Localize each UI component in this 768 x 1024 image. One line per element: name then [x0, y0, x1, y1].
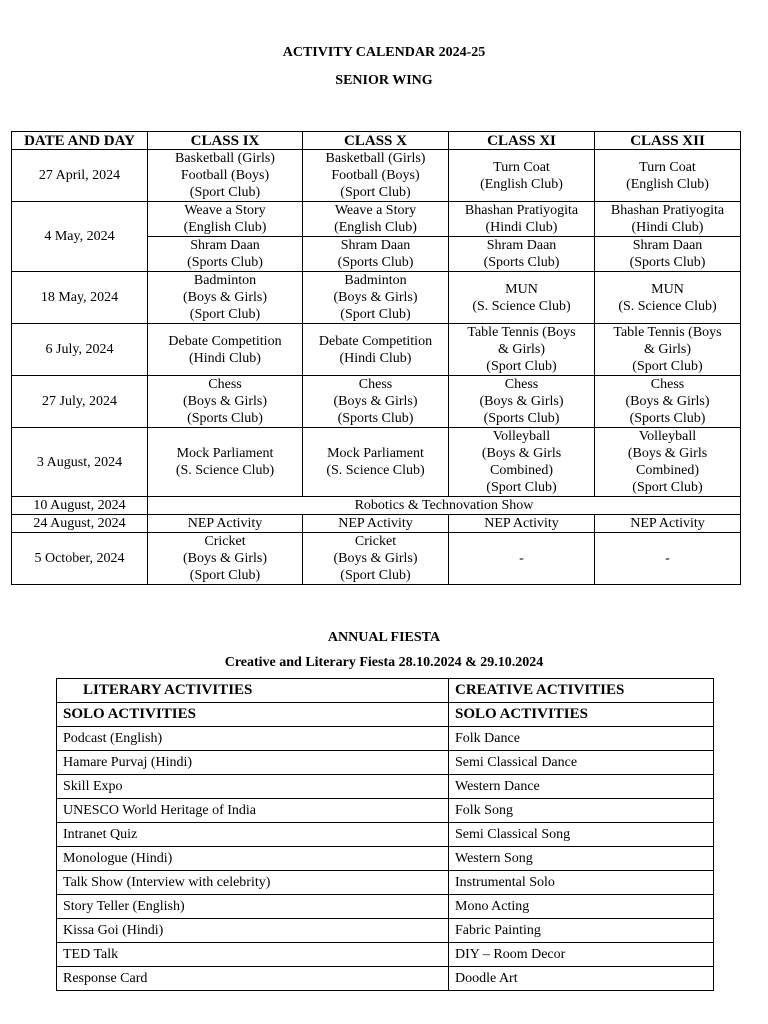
- literary-activity: TED Talk: [57, 943, 449, 967]
- activity-cell: Mock Parliament (S. Science Club): [148, 428, 303, 497]
- table-row: [57, 871, 714, 895]
- table-row: [57, 727, 714, 751]
- column-subheader: SOLO ACTIVITIES: [449, 703, 714, 727]
- activity-cell: Shram Daan (Sports Club): [303, 237, 449, 272]
- activity-cell: Turn Coat (English Club): [449, 150, 595, 202]
- creative-activity: Folk Song: [449, 799, 714, 823]
- activity-cell: Table Tennis (Boys & Girls) (Sport Club): [595, 324, 741, 376]
- date-cell: 27 April, 2024: [12, 150, 148, 202]
- literary-activity: UNESCO World Heritage of India: [57, 799, 449, 823]
- table-row: [12, 376, 741, 428]
- literary-activity: Kissa Goi (Hindi): [57, 919, 449, 943]
- page-title: ACTIVITY CALENDAR 2024-25: [282, 45, 486, 60]
- table-row: [57, 895, 714, 919]
- creative-activity: Semi Classical Dance: [449, 751, 714, 775]
- date-cell: 27 July, 2024: [12, 376, 148, 428]
- activity-cell: Volleyball (Boys & Girls Combined) (Sport Club): [595, 428, 741, 497]
- literary-activity: Story Teller (English): [57, 895, 449, 919]
- activity-cell: NEP Activity: [148, 515, 303, 533]
- literary-activity: Hamare Purvaj (Hindi): [57, 751, 449, 775]
- activity-cell: Cricket (Boys & Girls) (Sport Club): [148, 533, 303, 585]
- activity-cell: NEP Activity: [449, 515, 595, 533]
- table-row: [12, 324, 741, 376]
- activity-cell: Shram Daan (Sports Club): [148, 237, 303, 272]
- creative-activity: Instrumental Solo: [449, 871, 714, 895]
- table-row: [57, 775, 714, 799]
- table-row: [12, 150, 741, 202]
- activity-cell: Chess (Boys & Girls) (Sports Club): [303, 376, 449, 428]
- date-cell: 24 August, 2024: [12, 515, 148, 533]
- activity-cell: Chess (Boys & Girls) (Sports Club): [449, 376, 595, 428]
- creative-activity: Western Dance: [449, 775, 714, 799]
- literary-activity: Response Card: [57, 967, 449, 991]
- date-cell: 5 October, 2024: [12, 533, 148, 585]
- activity-cell: -: [595, 533, 741, 585]
- table-row: [12, 428, 741, 497]
- fiesta-title: ANNUAL FIESTA: [327, 630, 441, 645]
- fiesta-activities-table: [56, 678, 714, 991]
- literary-activity: Monologue (Hindi): [57, 847, 449, 871]
- column-header: CLASS XI: [449, 132, 595, 150]
- literary-activity: Podcast (English): [57, 727, 449, 751]
- activity-cell: Basketball (Girls) Football (Boys) (Sport Club): [303, 150, 449, 202]
- table-row: [12, 497, 741, 515]
- literary-activity: Skill Expo: [57, 775, 449, 799]
- creative-activity: DIY – Room Decor: [449, 943, 714, 967]
- activity-cell: MUN (S. Science Club): [595, 272, 741, 324]
- activity-cell: Table Tennis (Boys & Girls) (Sport Club): [449, 324, 595, 376]
- activity-cell: Badminton (Boys & Girls) (Sport Club): [148, 272, 303, 324]
- activity-cell: Mock Parliament (S. Science Club): [303, 428, 449, 497]
- table-row: [12, 272, 741, 324]
- fiesta-header-row: [57, 679, 714, 703]
- activity-cell: Volleyball (Boys & Girls Combined) (Sport Club): [449, 428, 595, 497]
- activity-cell: Shram Daan (Sports Club): [595, 237, 741, 272]
- activity-cell: Bhashan Pratiyogita (Hindi Club): [449, 202, 595, 237]
- page-subtitle: SENIOR WING: [335, 73, 433, 88]
- activity-cell: Shram Daan (Sports Club): [449, 237, 595, 272]
- table-row: [57, 847, 714, 871]
- activity-cell: MUN (S. Science Club): [449, 272, 595, 324]
- creative-activity: Folk Dance: [449, 727, 714, 751]
- column-header: CREATIVE ACTIVITIES: [449, 679, 714, 703]
- column-header: CLASS X: [303, 132, 449, 150]
- activity-cell: -: [449, 533, 595, 585]
- table-row: [57, 919, 714, 943]
- activity-cell: Turn Coat (English Club): [595, 150, 741, 202]
- activity-cell: Chess (Boys & Girls) (Sports Club): [148, 376, 303, 428]
- creative-activity: Fabric Painting: [449, 919, 714, 943]
- table-row: [57, 943, 714, 967]
- table-row: [57, 967, 714, 991]
- table-row: [57, 799, 714, 823]
- creative-activity: Western Song: [449, 847, 714, 871]
- calendar-header-row: [12, 132, 741, 150]
- fiesta-subheader-row: [57, 703, 714, 727]
- activity-cell: Cricket (Boys & Girls) (Sport Club): [303, 533, 449, 585]
- date-cell: 10 August, 2024: [12, 497, 148, 515]
- date-cell: 6 July, 2024: [12, 324, 148, 376]
- activity-cell: NEP Activity: [595, 515, 741, 533]
- activity-cell: Badminton (Boys & Girls) (Sport Club): [303, 272, 449, 324]
- fiesta-subtitle: Creative and Literary Fiesta 28.10.2024 & 29.10.2024: [224, 655, 544, 670]
- activity-cell-all-classes: Robotics & Technovation Show: [148, 497, 741, 515]
- date-cell: 18 May, 2024: [12, 272, 148, 324]
- table-row: [12, 515, 741, 533]
- literary-activity: Talk Show (Interview with celebrity): [57, 871, 449, 895]
- activity-cell: Bhashan Pratiyogita (Hindi Club): [595, 202, 741, 237]
- column-header: CLASS IX: [148, 132, 303, 150]
- column-header: DATE AND DAY: [12, 132, 148, 150]
- column-header: CLASS XII: [595, 132, 741, 150]
- creative-activity: Mono Acting: [449, 895, 714, 919]
- table-row: [12, 202, 741, 237]
- date-cell: 4 May, 2024: [12, 202, 148, 272]
- table-row: [57, 751, 714, 775]
- activity-cell: Weave a Story (English Club): [303, 202, 449, 237]
- activity-cell: NEP Activity: [303, 515, 449, 533]
- activity-cell: Chess (Boys & Girls) (Sports Club): [595, 376, 741, 428]
- literary-activity: Intranet Quiz: [57, 823, 449, 847]
- date-cell: 3 August, 2024: [12, 428, 148, 497]
- table-row: [12, 533, 741, 585]
- creative-activity: Doodle Art: [449, 967, 714, 991]
- table-row: [57, 823, 714, 847]
- activity-cell: Debate Competition (Hindi Club): [148, 324, 303, 376]
- column-subheader: SOLO ACTIVITIES: [57, 703, 449, 727]
- column-header: LITERARY ACTIVITIES: [57, 679, 449, 703]
- activity-cell: Basketball (Girls) Football (Boys) (Sport Club): [148, 150, 303, 202]
- activity-cell: Debate Competition (Hindi Club): [303, 324, 449, 376]
- creative-activity: Semi Classical Song: [449, 823, 714, 847]
- activity-cell: Weave a Story (English Club): [148, 202, 303, 237]
- activity-calendar-table: [11, 131, 741, 585]
